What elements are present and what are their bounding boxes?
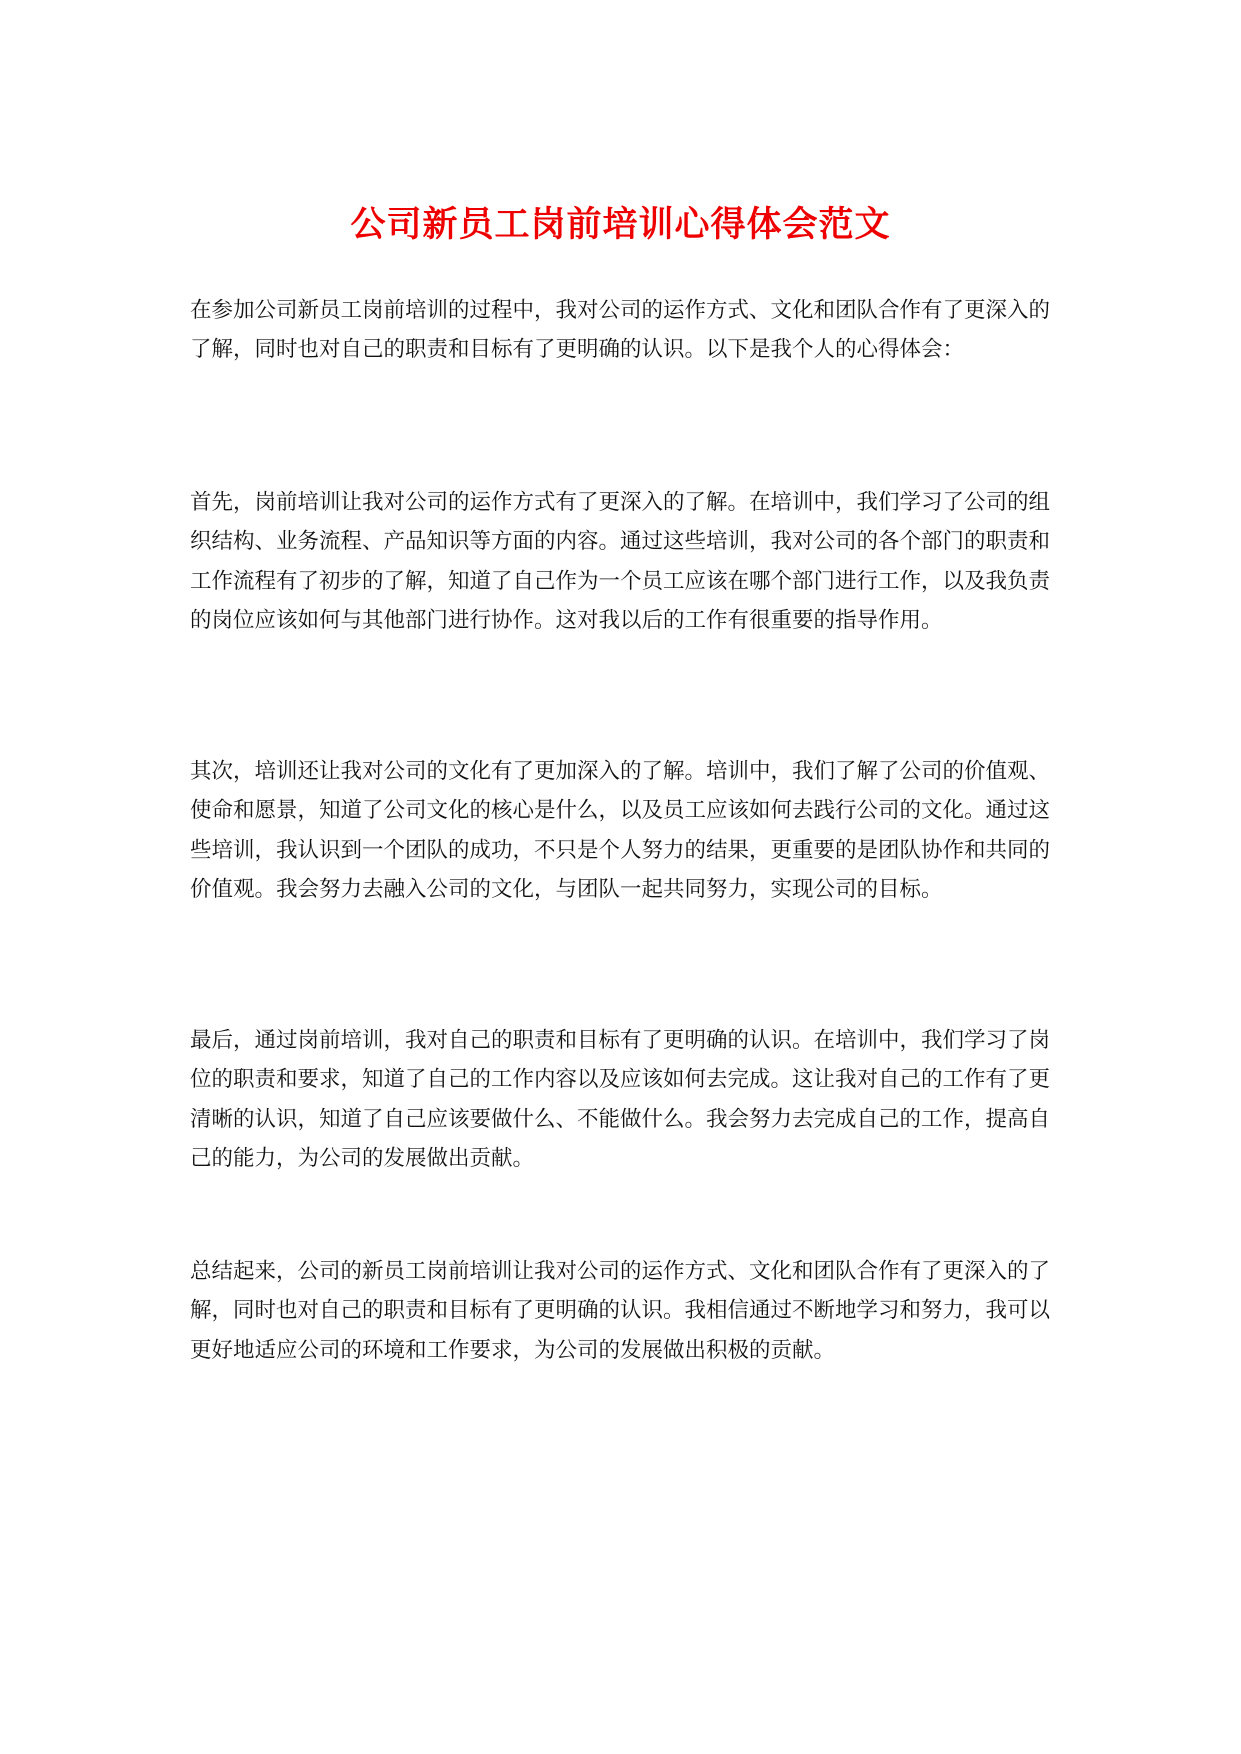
paragraph-summary: 总结起来，公司的新员工岗前培训让我对公司的运作方式、文化和团队合作有了更深入的了解，同时也对自己的职责和目标有了更明确的认识。我相信通过不断地学习和努力，我可以更好地适应公司的环境和工作要求，为公司的发展做出积极的贡献。 bbox=[190, 1259, 1051, 1363]
paragraph-last: 最后，通过岗前培训，我对自己的职责和目标有了更明确的认识。在培训中，我们学习了岗位的职责和要求，知道了自己的工作内容以及应该如何去完成。这让我对自己的工作有了更清晰的认识，知道了自己应该要做什么、不能做什么。我会努力去完成自己的工作，提高自己的能力，为公司的发展做出贡献。 bbox=[190, 1028, 1051, 1172]
paragraph-first: 首先，岗前培训让我对公司的运作方式有了更深入的了解。在培训中，我们学习了公司的组织结构、业务流程、产品知识等方面的内容。通过这些培训，我对公司的各个部门的职责和工作流程有了初步的了解，知道了自己作为一个员工应该在哪个部门进行工作，以及我负责的岗位应该如何与其他部门进行协作。这对我以后的工作有很重要的指导作用。 bbox=[190, 490, 1051, 634]
paragraph-intro: 在参加公司新员工岗前培训的过程中，我对公司的运作方式、文化和团队合作有了更深入的了解，同时也对自己的职责和目标有了更明确的认识。以下是我个人的心得体会： bbox=[190, 298, 1051, 363]
paragraph-second: 其次，培训还让我对公司的文化有了更加深入的了解。培训中，我们了解了公司的价值观、使命和愿景，知道了公司文化的核心是什么，以及员工应该如何去践行公司的文化。通过这些培训，我认识到一个团队的成功，不只是个人努力的结果，更重要的是团队协作和共同的价值观。我会努力去融入公司的文化，与团队一起共同努力，实现公司的目标。 bbox=[190, 759, 1051, 903]
document-title: 公司新员工岗前培训心得体会范文 bbox=[350, 205, 891, 246]
